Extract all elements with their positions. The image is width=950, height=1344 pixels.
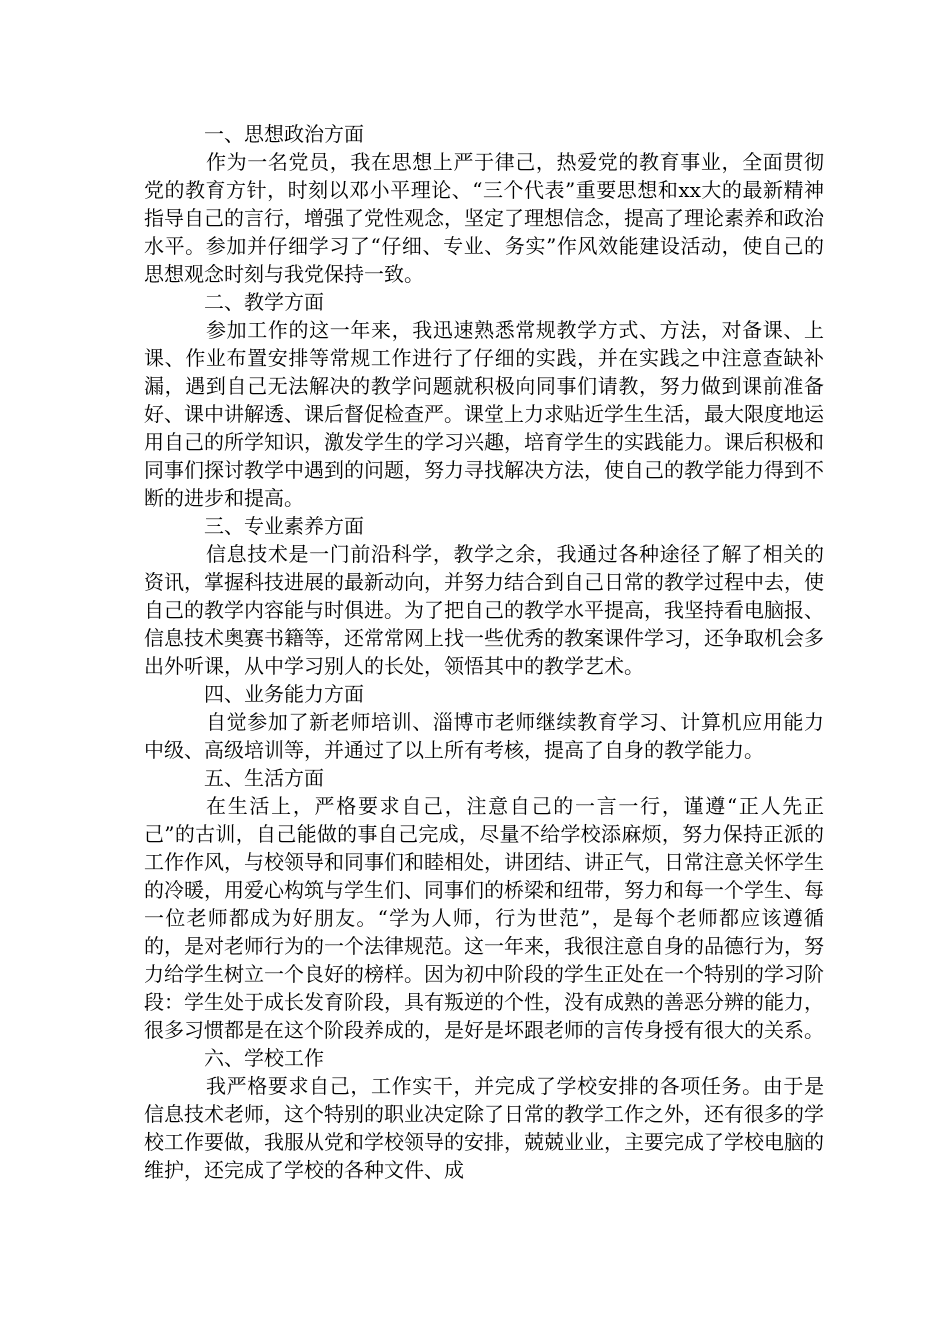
section-teaching: [144, 288, 824, 512]
section-paragraph: 在生活上，严格要求自己，注意自己的一言一行，谨遵“正人先正己”的古训，自己能做的事自己完成，尽量不给学校添麻烦，努力保持正派的工作作风，与校领导和同事们和睦相处，讲团结、讲正气，日常注意关怀学生的冷暖，用爱心构筑与学生们、同事们的桥梁和纽带，努力和每一个学生、每一位老师都成为好朋友。“学为人师，行为世范”，是每个老师都应该遵循的，是对老师行为的一个法律规范。这一年来，我很注意自身的品德行为，努力给学生树立一个良好的榜样。因为初中阶段的学生正处在一个特别的学习阶段：学生处于成长发育阶段，具有叛逆的个性，没有成熟的善恶分辨的能力，很多习惯都是在这个阶段养成的，是好是坏跟老师的言传身授有很大的关系。: [144, 794, 824, 1042]
document-body: [144, 120, 824, 1184]
section-paragraph: 我严格要求自己，工作实干，并完成了学校安排的各项任务。由于是信息技术老师，这个特别的职业决定除了日常的教学工作之外，还有很多的学校工作要做，我服从党和学校领导的安排，兢兢业业，主要完成了学校电脑的维护，还完成了学校的各种文件、成: [144, 1074, 824, 1182]
section-heading: 四、业务能力方面: [204, 682, 364, 706]
section-paragraph: 参加工作的这一年来，我迅速熟悉常规教学方式、方法，对备课、上课、作业布置安排等常规工作进行了仔细的实践，并在实践之中注意查缺补漏，遇到自己无法解决的教学问题就积极向同事们请教，努力做到课前准备好、课中讲解透、课后督促检查严。课堂上力求贴近学生生活，最大限度地运用自己的所学知识，激发学生的学习兴趣，培育学生的实践能力。课后积极和同事们探讨教学中遇到的问题，努力寻找解决方法，使自己的教学能力得到不断的进步和提高。: [144, 318, 824, 510]
section-political: [144, 120, 824, 288]
section-heading: 一、思想政治方面: [204, 122, 364, 146]
section-paragraph: 自觉参加了新老师培训、淄博市老师继续教育学习、计算机应用能力中级、高级培训等，并通过了以上所有考核，提高了自身的教学能力。: [144, 710, 824, 762]
section-paragraph: 作为一名党员，我在思想上严于律己，热爱党的教育事业，全面贯彻党的教育方针，时刻以邓小平理论、“三个代表”重要思想和xx大的最新精神指导自己的言行，增强了党性观念，坚定了理想信念，提高了理论素养和政治水平。参加并仔细学习了“仔细、专业、务实”作风效能建设活动，使自己的思想观念时刻与我党保持一致。: [144, 150, 824, 286]
section-paragraph: 信息技术是一门前沿科学，教学之余，我通过各种途径了解了相关的资讯，掌握科技进展的最新动向，并努力结合到自己日常的教学过程中去，使自己的教学内容能与时俱进。为了把自己的教学水平提高，我坚持看电脑报、信息技术奥赛书籍等，还常常网上找一些优秀的教案课件学习，还争取机会多出外听课，从中学习别人的长处，领悟其中的教学艺术。: [144, 542, 824, 678]
section-heading: 五、生活方面: [204, 766, 324, 790]
section-ability: [144, 680, 824, 764]
section-heading: 二、教学方面: [204, 290, 324, 314]
section-heading: 六、学校工作: [204, 1046, 324, 1070]
section-life: [144, 764, 824, 1044]
section-professional: [144, 512, 824, 680]
section-heading: 三、专业素养方面: [204, 514, 364, 538]
section-school-work: [144, 1044, 824, 1184]
